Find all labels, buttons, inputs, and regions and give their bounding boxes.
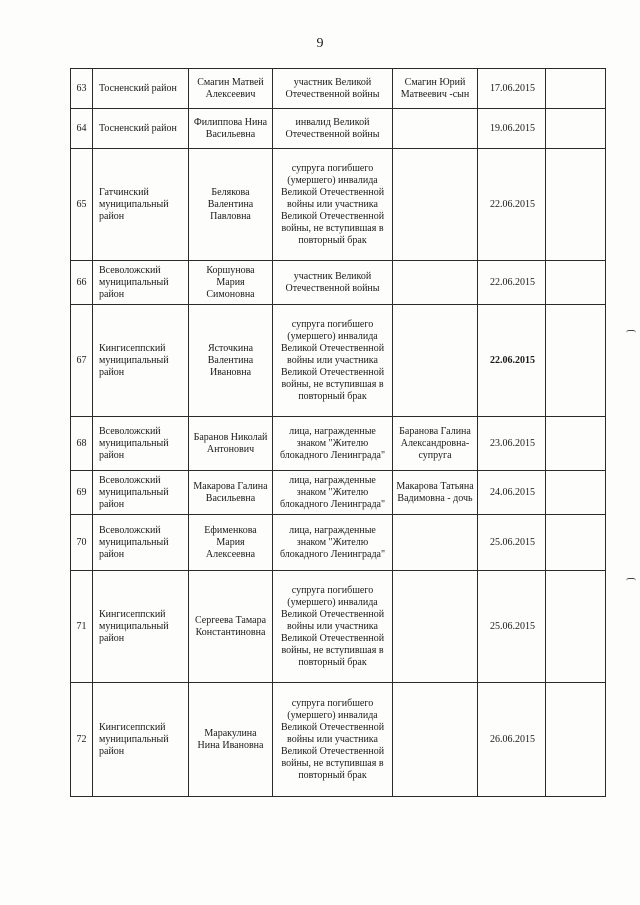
empty-cell (546, 69, 606, 109)
table-row (71, 515, 606, 571)
date-cell: 17.06.2015 (478, 69, 546, 109)
row-number: 69 (71, 471, 93, 515)
table-row (71, 471, 606, 515)
district-cell: Кингисеппский муниципальный район (93, 571, 189, 683)
date-text: 22.06.2015 (490, 354, 535, 366)
table-row (71, 417, 606, 471)
category-cell: лица, награжденные знаком "Жителю блокадного Ленинграда" (273, 471, 393, 515)
date-cell: 19.06.2015 (478, 109, 546, 149)
relative-cell (393, 109, 478, 149)
name-cell: Белякова Валентина Павловна (189, 149, 273, 261)
relative-cell (393, 261, 478, 305)
row-number: 72 (71, 683, 93, 797)
empty-cell (546, 109, 606, 149)
empty-cell (546, 417, 606, 471)
row-number: 67 (71, 305, 93, 417)
date-cell: 25.06.2015 (478, 515, 546, 571)
name-cell: Баранов Николай Антонович (189, 417, 273, 471)
row-number: 70 (71, 515, 93, 571)
date-cell: 24.06.2015 (478, 471, 546, 515)
date-cell (478, 305, 546, 417)
relative-cell: Смагин Юрий Матвеевич -сын (393, 69, 478, 109)
empty-cell (546, 471, 606, 515)
district-cell: Всеволожский муниципальный район (93, 417, 189, 471)
district-cell: Всеволожский муниципальный район (93, 261, 189, 305)
recipients-table (70, 68, 606, 797)
relative-cell (393, 149, 478, 261)
date-cell: 25.06.2015 (478, 571, 546, 683)
row-number: 68 (71, 417, 93, 471)
district-cell: Кингисеппский муниципальный район (93, 683, 189, 797)
category-cell: лица, награжденные знаком "Жителю блокадного Ленинграда" (273, 417, 393, 471)
district-cell: Всеволожский муниципальный район (93, 515, 189, 571)
category-cell: супруга погибшего (умершего) инвалида Великой Отечественной войны или участника Великой Отечественной войны, не вступившая в повторный брак (273, 571, 393, 683)
category-cell: супруга погибшего (умершего) инвалида Великой Отечественной войны или участника Великой Отечественной войны, не вступившая в повторный брак (273, 149, 393, 261)
empty-cell (546, 149, 606, 261)
district-cell: Кингисеппский муниципальный район (93, 305, 189, 417)
scan-edge-mark (626, 578, 636, 581)
relative-cell (393, 515, 478, 571)
row-number: 65 (71, 149, 93, 261)
table-row (71, 261, 606, 305)
row-number: 66 (71, 261, 93, 305)
name-cell: Макарова Галина Васильевна (189, 471, 273, 515)
table-row (71, 683, 606, 797)
row-number: 71 (71, 571, 93, 683)
relative-cell (393, 305, 478, 417)
name-cell: Смагин Матвей Алексеевич (189, 69, 273, 109)
date-cell: 22.06.2015 (478, 149, 546, 261)
empty-cell (546, 515, 606, 571)
date-cell: 26.06.2015 (478, 683, 546, 797)
name-cell: Сергеева Тамара Константиновна (189, 571, 273, 683)
row-number: 63 (71, 69, 93, 109)
table-row (71, 149, 606, 261)
category-cell: супруга погибшего (умершего) инвалида Великой Отечественной войны или участника Великой Отечественной войны, не вступившая в повторный брак (273, 305, 393, 417)
relative-cell: Баранова Галина Александровна-супруга (393, 417, 478, 471)
relative-cell: Макарова Татьяна Вадимовна - дочь (393, 471, 478, 515)
table-row (71, 69, 606, 109)
date-cell: 23.06.2015 (478, 417, 546, 471)
category-cell: участник Великой Отечественной войны (273, 261, 393, 305)
empty-cell (546, 305, 606, 417)
date-cell: 22.06.2015 (478, 261, 546, 305)
scan-edge-mark (626, 330, 636, 333)
district-cell: Тосненский район (93, 69, 189, 109)
empty-cell (546, 683, 606, 797)
table-row (71, 109, 606, 149)
category-cell: участник Великой Отечественной войны (273, 69, 393, 109)
district-cell: Тосненский район (93, 109, 189, 149)
empty-cell (546, 261, 606, 305)
row-number: 64 (71, 109, 93, 149)
name-cell: Маракулина Нина Ивановна (189, 683, 273, 797)
table-row (71, 571, 606, 683)
category-cell: инвалид Великой Отечественной войны (273, 109, 393, 149)
name-cell: Филиппова Нина Васильевна (189, 109, 273, 149)
category-cell: супруга погибшего (умершего) инвалида Великой Отечественной войны или участника Великой Отечественной войны, не вступившая в повторный брак (273, 683, 393, 797)
name-cell: Ефименкова Мария Алексеевна (189, 515, 273, 571)
name-cell: Ясточкина Валентина Ивановна (189, 305, 273, 417)
district-cell: Всеволожский муниципальный район (93, 471, 189, 515)
page-number: 9 (316, 36, 324, 51)
name-cell: Коршунова Мария Симоновна (189, 261, 273, 305)
empty-cell (546, 571, 606, 683)
table-row (71, 305, 606, 417)
category-cell: лица, награжденные знаком "Жителю блокадного Ленинграда" (273, 515, 393, 571)
district-cell: Гатчинский муниципальный район (93, 149, 189, 261)
relative-cell (393, 683, 478, 797)
relative-cell (393, 571, 478, 683)
